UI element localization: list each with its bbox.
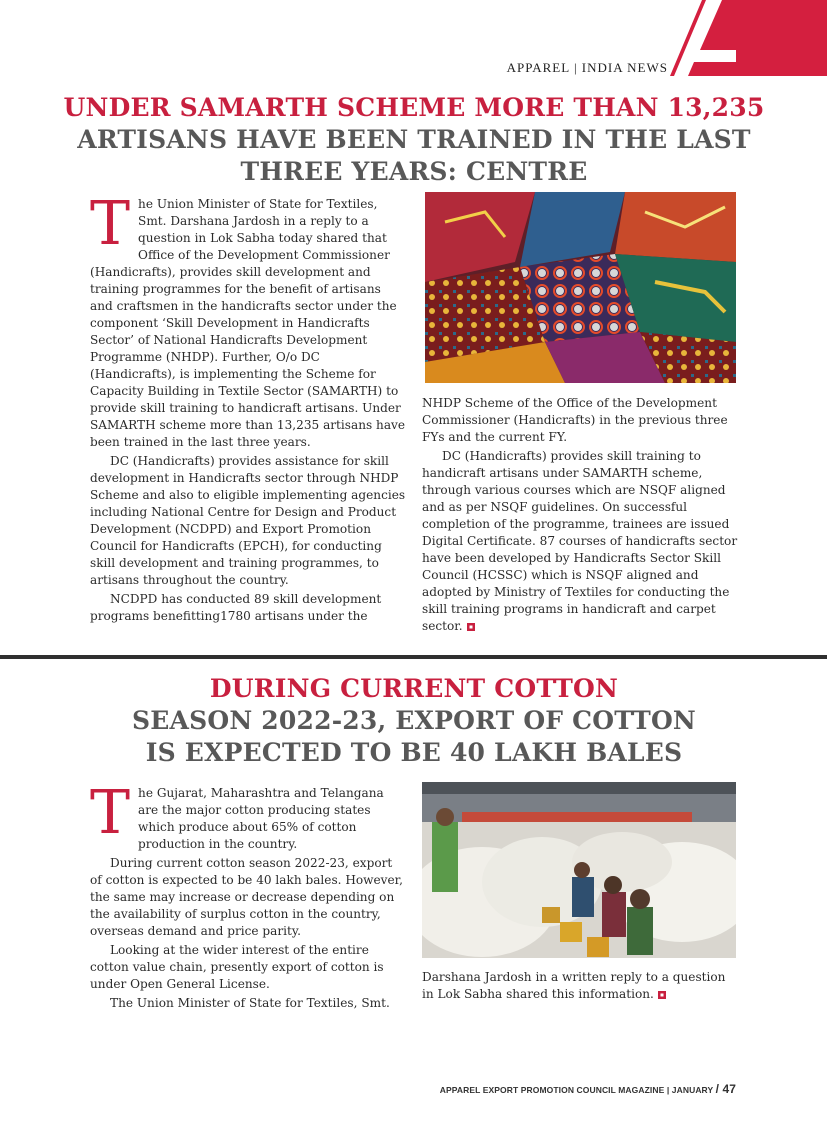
article2-headline-grey-2: IS EXPECTED TO BE 40 LAKH BALES: [145, 738, 683, 767]
end-of-article-icon: [658, 991, 666, 999]
article2-paragraph: Looking at the wider interest of the entire cotton value chain, presently export of cotton is under Open General License.: [90, 943, 384, 991]
article1-paragraph: NCDPD has conducted 89 skill development programs benefitting1780 artisans under the: [90, 592, 382, 623]
article2-dropcap: T: [90, 778, 131, 848]
article2-headline: [60, 673, 768, 769]
cotton-workers-photo: [422, 782, 736, 958]
article2-paragraph: The Union Minister of State for Textiles, Smt.: [110, 996, 390, 1010]
article1-paragraph: NHDP Scheme of the Office of the Development Commissioner (Handicrafts) in the previous three FYs and the current FY.: [422, 396, 728, 444]
article2-last-paragraph: [422, 969, 738, 1003]
magazine-logo: [670, 0, 827, 76]
handicrafts-textile-photo: [425, 192, 736, 383]
section-label: APPAREL | INDIA NEWS: [506, 60, 668, 75]
page-footer: [380, 1082, 736, 1096]
article2-paragraph: he Gujarat, Maharashtra and Telangana are the major cotton producing states which produce about 65% of cotton production in the country.: [138, 786, 384, 851]
article1-last-paragraph: [422, 448, 738, 635]
article1-headline-red: UNDER SAMARTH SCHEME MORE THAN 13,235: [63, 93, 765, 122]
article2-right-column: [422, 969, 738, 1003]
article1-left-column: [90, 189, 406, 625]
section-divider: [0, 655, 827, 659]
article1-right-column: [422, 395, 738, 635]
article1-dropcap: T: [90, 189, 131, 259]
article2-left-column: [90, 778, 406, 1012]
article2-last-paragraph-text: Darshana Jardosh in a written reply to a question in Lok Sabha shared this information.: [422, 970, 726, 1001]
article2-headline-grey-1: SEASON 2022-23, EXPORT OF COTTON: [132, 706, 696, 735]
page-number: / 47: [715, 1082, 736, 1096]
article1-headline-grey-2: THREE YEARS: CENTRE: [240, 157, 588, 186]
article1-paragraph: he Union Minister of State for Textiles, Smt. Darshana Jardosh in a reply to a question in Lok Sabha today shared that Office of the Development Commissioner (Handicrafts), provides skill development and training programmes for the benefit of artisans and craftsmen in the handicrafts sector under the component ‘Skill Development in Handicrafts Sector’ of National Handicrafts Development Programme (NHDP). Further, O/o DC (Handicrafts), is implementing the Scheme for Capacity Building in Textile Sector (SAMARTH) to provide skill training to handicraft artisans. Under SAMARTH scheme more than 13,235 artisans have been trained in the last three years.: [90, 197, 406, 449]
article1-last-paragraph-text: DC (Handicrafts) provides skill training to handicraft artisans under SAMARTH scheme, through various courses which are NSQF aligned and as per NSQF guidelines. On successful completion of the programme, trainees are issued Digital Certificate. 87 courses of handicrafts sector have been developed by Handicrafts Sector Skill Council (HCSSC) which is NSQF aligned and adopted by Ministry of Textiles for conducting the skill training programs in handicraft and carpet sector.: [422, 449, 738, 633]
end-of-article-icon: [467, 623, 475, 631]
article2-headline-red: DURING CURRENT COTTON: [209, 674, 619, 703]
article2-paragraph: During current cotton season 2022-23, export of cotton is expected to be 40 lakh bales. However, the same may increase or decrease depending on the availability of surplus cotton in the country, overseas demand and price parity.: [90, 856, 403, 938]
article1-paragraph: DC (Handicrafts) provides assistance for skill development in Handicrafts sector through NHDP Scheme and also to eligible implementing agencies including National Centre for Design and Product Development (NCDPD) and Export Promotion Council for Handicrafts (EPCH), for conducting skill development and training programmes, to artisans throughout the country.: [90, 454, 406, 587]
article1-headline-grey-1: ARTISANS HAVE BEEN TRAINED IN THE LAST: [77, 125, 751, 154]
footer-text: APPAREL EXPORT PROMOTION COUNCIL MAGAZINE | JANUARY: [439, 1085, 714, 1095]
article1-headline: [60, 92, 768, 188]
